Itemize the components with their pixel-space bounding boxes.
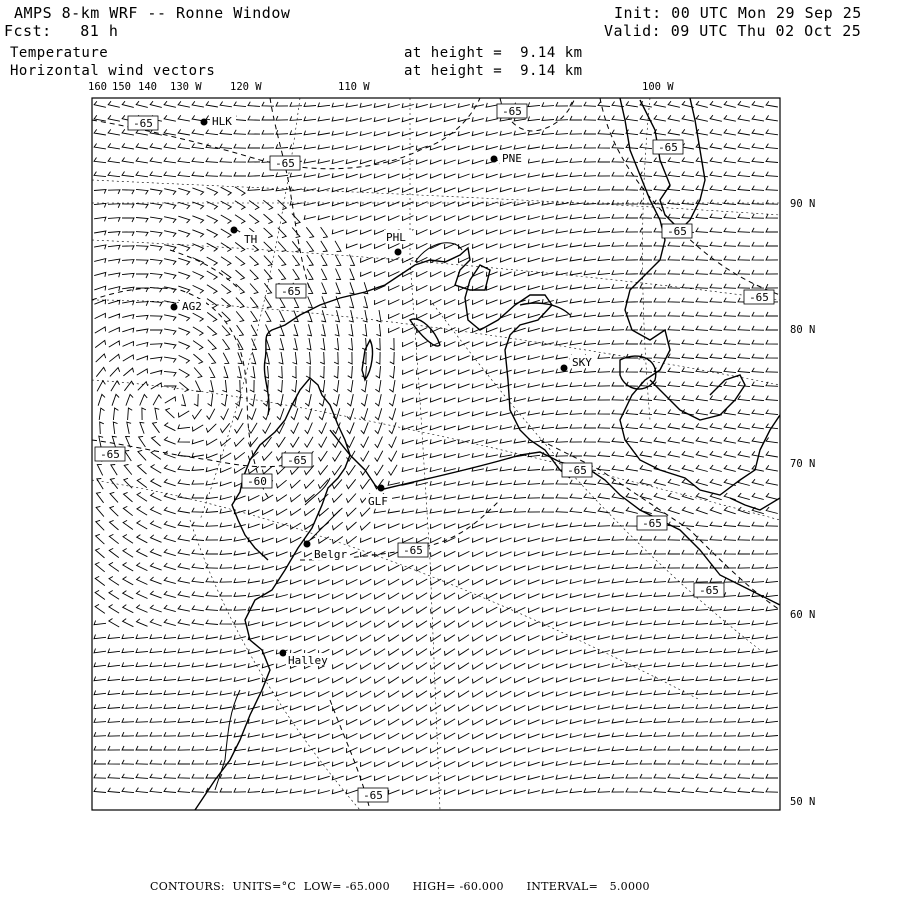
svg-text:-65: -65 [275,157,295,170]
contour-label [653,140,683,154]
svg-text:-65: -65 [667,225,687,238]
contour-label [398,543,428,557]
init-time: Init: 00 UTC Mon 29 Sep 25 [614,4,862,22]
svg-text:-65: -65 [287,454,307,467]
forecast-hour: Fcst: 81 h [4,22,119,40]
lon-label: 100 W [642,81,674,93]
lat-label: 60 N [790,609,816,621]
lat-label: 90 N [790,198,816,210]
svg-text:GLF: GLF [368,495,388,508]
svg-text:-65: -65 [567,464,587,477]
svg-text:-65: -65 [281,285,301,298]
lon-label: 160 [88,81,107,93]
longitude-labels [88,81,674,93]
map-title: AMPS 8-km WRF -- Ronne Window [14,4,291,22]
svg-text:-65: -65 [642,517,662,530]
lon-label: 110 W [338,81,370,93]
field-temperature: Temperature [10,45,109,61]
svg-text:-65: -65 [133,117,153,130]
contour-label [128,116,158,130]
lat-label: 80 N [790,324,816,336]
contour-label [662,224,692,238]
svg-text:HLK: HLK [212,115,232,128]
height-wind: at height = 9.14 km [404,63,583,79]
svg-text:SKY: SKY [572,356,592,369]
svg-text:-65: -65 [749,291,769,304]
svg-text:-65: -65 [658,141,678,154]
svg-text:PNE: PNE [502,152,522,165]
height-temperature: at height = 9.14 km [404,45,583,61]
svg-text:-60: -60 [247,475,267,488]
lon-label: 150 [112,81,131,93]
contour-label [744,290,774,304]
contour-label [637,516,667,530]
svg-text:-65: -65 [403,544,423,557]
lon-label: 120 W [230,81,262,93]
contour-label [242,474,272,488]
contour-label [95,447,125,461]
svg-text:Belgr: Belgr [314,548,348,561]
svg-text:Halley: Halley [288,654,328,667]
svg-text:PHL: PHL [386,231,406,244]
svg-text:-65: -65 [100,448,120,461]
lat-label: 70 N [790,458,816,470]
contour-label [497,104,527,118]
svg-text:AG2: AG2 [182,300,202,313]
contour-legend: CONTOURS: UNITS=°C LOW= -65.000 HIGH= -60.000 INTERVAL= 5.0000 [150,880,650,893]
lon-label: 130 W [170,81,202,93]
svg-text:-65: -65 [699,584,719,597]
contour-label [270,156,300,170]
field-wind-vectors: Horizontal wind vectors [10,63,216,79]
svg-text:-65: -65 [502,105,522,118]
lon-label: 140 [138,81,157,93]
contour-label [276,284,306,298]
contour-label [358,788,388,802]
latitude-labels [790,198,815,808]
svg-text:-65: -65 [363,789,383,802]
contour-label [694,583,724,597]
lat-label: 50 N [790,796,816,808]
contour-label [562,463,592,477]
contour-label [282,453,312,467]
valid-time: Valid: 09 UTC Thu 02 Oct 25 [604,22,862,40]
svg-text:TH: TH [244,233,258,246]
